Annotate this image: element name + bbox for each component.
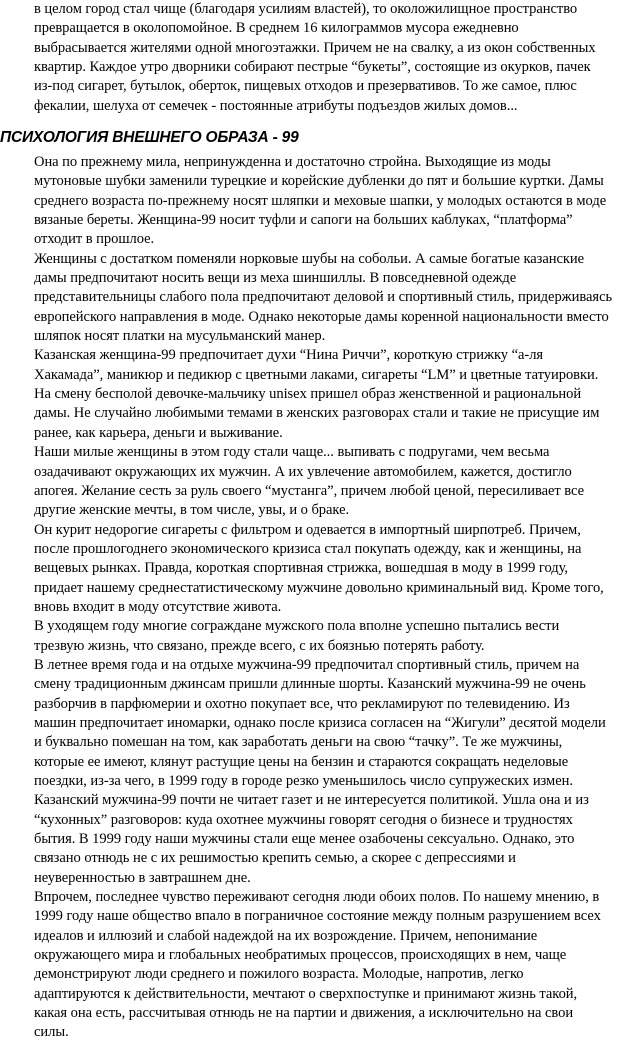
text-line: неуверенностью в завтрашнем дне.	[34, 869, 251, 886]
text-line: апогея. Желание сесть за руль своего “мустанга”, причем любой ценой, пересиливает все	[34, 482, 585, 499]
text-line: демонстрируют люди среднего и пожилого возраста. Молодые, напротив, легко	[34, 966, 524, 983]
text-line: среднего возраста по-прежнему носят шляпки и меховые шапки, у молодых остаются в моде	[34, 192, 607, 209]
text-line: Впрочем, последнее чувство переживают сегодня люди обоих полов. По нашему мнению, в	[34, 889, 600, 906]
text-line: вещевых рынках. Правда, короткая спортивная стрижка, вошедшая в моду в 1999 году,	[34, 560, 568, 577]
text-line: шляпок носят платки на мусульманский манер.	[34, 328, 326, 345]
text-line: и буквально помешан на том, как заработать деньги на свою “тачку”. Те же мужчины,	[34, 734, 563, 751]
text-line: выбрасывается жителями одной многоэтажки. Причем не на свалку, а из окон собственных	[34, 39, 596, 56]
text-line: которые ее имеют, клянут растущие цены на бензин и стараются сокращать неделовые	[34, 753, 569, 770]
text-line: озадачивают окружающих их мужчин. А их увлечение автомобилем, кажется, достигло	[34, 463, 572, 480]
text-line: ранее, как карьера, деньги и выживание.	[34, 424, 283, 441]
text-line: Женщины с достатком поменяли норковые шубы на собольи. А самые богатые казанские	[34, 250, 585, 267]
text-line: трезвую жизнь, что связано, прежде всего, с их боязнью потерять работу.	[34, 637, 485, 654]
text-line: представительницы слабого пола предпочитают деловой и спортивный стиль, придерживаясь	[34, 289, 613, 306]
article-body	[34, 153, 620, 1043]
text-line: Она по прежнему мила, непринужденна и достаточно стройна. Выходящие из моды	[34, 154, 551, 170]
text-line: в целом город стал чище (благодаря усилиям властей), то околожилищное пространство	[34, 1, 578, 17]
text-line: из-под сигарет, бутылок, оберток, пищевых отходов и презервативов. То же самое, плюс	[34, 78, 577, 95]
text-line: вязаные береты. Женщина-99 носит туфли и сапоги на больших каблуках, “платформа”	[34, 212, 573, 229]
text-line: придает нашему среднестатистическому мужчине довольно криминальный вид. Кроме того,	[34, 579, 604, 596]
text-line: Наши милые женщины в этом году стали чаще... выпивать с подругами, чем весьма	[34, 444, 550, 461]
text-line: дамы. Не случайно любимыми темами в женских разговорах стали и такие не присущие им	[34, 405, 600, 422]
section-heading: ПСИХОЛОГИЯ ВНЕШНЕГО ОБРАЗА - 99	[0, 129, 299, 146]
text-line: разборчив в парфюмерии и охотно покупает все, что рекламируют по телевидению. Из	[34, 695, 570, 712]
text-line: европейского направления в моде. Однако некоторые дамы коренной национальности вместо	[34, 308, 609, 325]
text-line: поездки, из-за чего, в 1999 году в городе резко уменьшилось число супружеских измен.	[34, 773, 573, 789]
text-line: фекалии, шелуха от семечек - постоянные атрибуты подъездов жилых домов...	[34, 97, 518, 114]
text-line: вновь входит в моду отсутствие живота.	[34, 598, 282, 615]
text-line: Хакамада”, маникюр и педикюр с цветными лаками, сигареты “LM” и цветные татуировки.	[34, 366, 599, 383]
text-line: адаптируются к действительности, мечтают о сверхпоступке и принимают жизнь такой,	[34, 985, 578, 1002]
text-line: машин предпочитает иномарки, однако после кризиса согласен на “Жигули” десятой модели	[34, 714, 606, 731]
text-line: окружающего мира и глобальных необратимых процессов, происходящих в нем, чаще	[34, 947, 567, 964]
text-line: 1999 году наше общество впало в пограничное состояние между полным разрушением всех	[34, 908, 601, 925]
text-line: мутоновые шубки заменили турецкие и корейские дубленки до пят и большие куртки. Дамы	[34, 173, 604, 190]
text-line: Казанская женщина-99 предпочитает духи “Нина Риччи”, короткую стрижку “а-ля	[34, 347, 544, 364]
text-line: В летнее время года и на отдыхе мужчина-99 предпочитал спортивный стиль, причем на	[34, 656, 580, 673]
text-line: дамы предпочитают носить вещи из меха шиншиллы. В повседневной одежде	[34, 270, 517, 287]
text-line: идеалов и иллюзий и слабой надеждой на их возрождение. Причем, непонимание	[34, 927, 538, 944]
text-line: другие женские мечты, в том числе, увы, и о браке.	[34, 502, 350, 519]
text-line: бытия. В 1999 году наши мужчины стали еще менее озабочены сексуально. Однако, это	[34, 831, 575, 848]
text-line: Казанский мужчина-99 почти не читает газет и не интересуется политикой. Ушла она и из	[34, 792, 589, 809]
text-line: превращается в околопомойное. В среднем 16 килограммов мусора ежедневно	[34, 20, 519, 37]
intro-paragraph	[34, 0, 620, 116]
text-line: Он курит недорогие сигареты с фильтром и одевается в импортный ширпотреб. Причем,	[34, 521, 581, 538]
text-line: силы.	[34, 1024, 69, 1041]
text-line: “кухонных” разговоров: куда охотнее мужчины говорят сегодня о бизнесе и трудностях	[34, 811, 573, 828]
text-line: На смену бесполой девочке-мальчику unisex пришел образ женственной и рациональной	[34, 386, 582, 403]
text-line: какая она есть, рассчитывая отнюдь не на партии и движения, а исключительно на свои	[34, 1005, 574, 1022]
text-line: В уходящем году многие сограждане мужского пола вполне успешно пытались вести	[34, 618, 560, 635]
text-line: после прошлогоднего экономического кризиса стал покупать одежду, как и женщины, на	[34, 540, 582, 557]
text-line: квартир. Каждое утро дворники собирают пестрые “букеты”, состоящие из окурков, пачек	[34, 59, 591, 76]
text-line: смену традиционным джинсам пришли длинные шорты. Казанский мужчина-99 не очень	[34, 676, 586, 693]
text-line: связано отнюдь не с их решимостью крепить семью, а скорее с депрессиями и	[34, 850, 516, 867]
text-line: отходит в прошлое.	[34, 231, 155, 248]
